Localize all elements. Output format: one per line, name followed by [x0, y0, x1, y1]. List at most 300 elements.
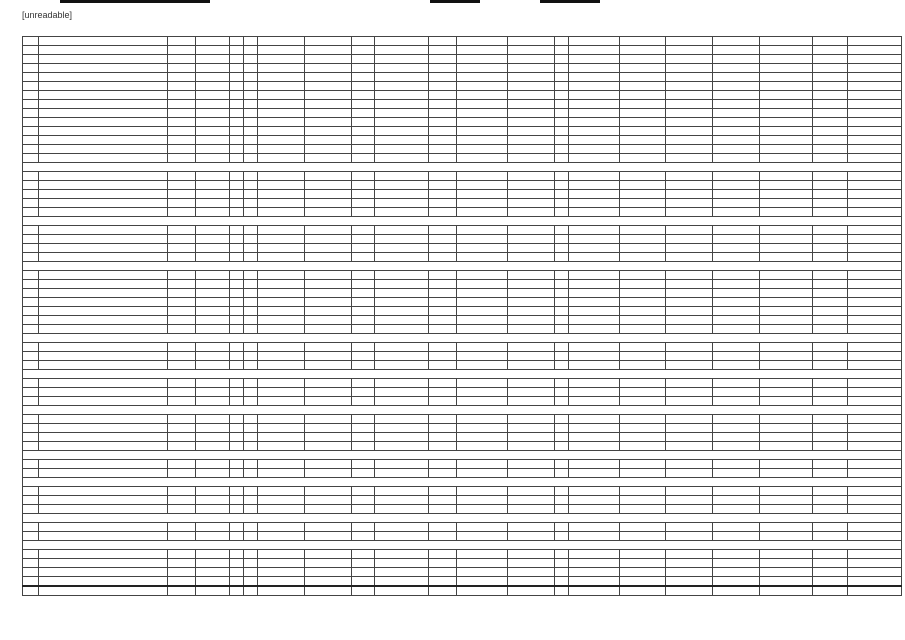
table-cell: [759, 289, 813, 298]
table-cell: [375, 415, 429, 424]
table-cell: [23, 316, 39, 325]
table-cell: [619, 55, 666, 64]
table-cell: [23, 460, 39, 469]
table-cell: [305, 442, 352, 451]
table-cell: [848, 307, 902, 316]
table-cell: [759, 253, 813, 262]
table-cell: [848, 280, 902, 289]
table-cell: [619, 469, 666, 478]
table-cell: [666, 532, 713, 541]
table-cell: [258, 136, 305, 145]
table-cell: [848, 586, 902, 596]
table-cell: [813, 505, 848, 514]
table-cell: [230, 496, 244, 505]
table-cell: [23, 325, 39, 334]
table-cell: [568, 127, 619, 136]
table-cell: [666, 82, 713, 91]
table-cell: [568, 199, 619, 208]
table-cell: [813, 388, 848, 397]
table-row: [23, 487, 902, 496]
table-cell: [351, 109, 374, 118]
table-cell: [39, 253, 167, 262]
table-cell: [244, 433, 258, 442]
table-cell: [848, 550, 902, 559]
table-cell: [759, 136, 813, 145]
table-cell: [167, 307, 195, 316]
table-cell: [568, 280, 619, 289]
table-cell: [619, 136, 666, 145]
table-cell: [813, 361, 848, 370]
table-cell: [230, 244, 244, 253]
table-cell: [456, 118, 507, 127]
section-row: [23, 541, 902, 550]
table-cell: [619, 388, 666, 397]
table-cell: [195, 496, 230, 505]
table-cell: [167, 298, 195, 307]
table-cell: [507, 289, 554, 298]
table-row: [23, 586, 902, 596]
table-cell: [39, 442, 167, 451]
table-cell: [39, 37, 167, 46]
table-cell: [244, 442, 258, 451]
table-row: [23, 433, 902, 442]
table-row: [23, 73, 902, 82]
table-cell: [456, 136, 507, 145]
table-cell: [258, 568, 305, 577]
table-cell: [428, 460, 456, 469]
table-cell: [351, 460, 374, 469]
table-cell: [375, 496, 429, 505]
table-cell: [167, 136, 195, 145]
table-cell: [848, 415, 902, 424]
table-cell: [305, 127, 352, 136]
table-cell: [39, 325, 167, 334]
table-cell: [428, 352, 456, 361]
table-cell: [666, 523, 713, 532]
table-cell: [456, 298, 507, 307]
table-cell: [813, 136, 848, 145]
table-cell: [39, 100, 167, 109]
table-row: [23, 298, 902, 307]
table-cell: [666, 55, 713, 64]
table-cell: [23, 181, 39, 190]
table-cell: [305, 289, 352, 298]
table-cell: [554, 316, 568, 325]
table-cell: [375, 253, 429, 262]
table-cell: [713, 415, 760, 424]
table-cell: [619, 127, 666, 136]
table-cell: [554, 550, 568, 559]
table-cell: [619, 424, 666, 433]
table-cell: [554, 199, 568, 208]
table-cell: [375, 82, 429, 91]
table-cell: [167, 37, 195, 46]
table-cell: [666, 496, 713, 505]
table-row: [23, 523, 902, 532]
table-cell: [713, 559, 760, 568]
table-cell: [713, 433, 760, 442]
table-cell: [230, 226, 244, 235]
table-cell: [813, 442, 848, 451]
table-cell: [713, 181, 760, 190]
table-cell: [258, 199, 305, 208]
table-cell: [554, 532, 568, 541]
table-row: [23, 46, 902, 55]
table-cell: [195, 82, 230, 91]
table-cell: [666, 550, 713, 559]
table-cell: [351, 298, 374, 307]
table-cell: [713, 397, 760, 406]
table-cell: [813, 235, 848, 244]
table-cell: [195, 352, 230, 361]
table-cell: [848, 127, 902, 136]
table-cell: [167, 235, 195, 244]
table-cell: [258, 55, 305, 64]
table-cell: [759, 325, 813, 334]
table-cell: [428, 226, 456, 235]
table-cell: [244, 532, 258, 541]
table-cell: [244, 325, 258, 334]
table-cell: [351, 118, 374, 127]
table-cell: [375, 460, 429, 469]
table-cell: [428, 505, 456, 514]
table-cell: [713, 505, 760, 514]
table-cell: [305, 172, 352, 181]
table-cell: [554, 109, 568, 118]
table-cell: [244, 136, 258, 145]
section-row: [23, 370, 902, 379]
table-cell: [305, 469, 352, 478]
table-cell: [167, 316, 195, 325]
table-cell: [375, 100, 429, 109]
table-cell: [230, 523, 244, 532]
table-cell: [23, 100, 39, 109]
table-cell: [554, 226, 568, 235]
table-cell: [507, 550, 554, 559]
table-cell: [23, 118, 39, 127]
table-cell: [848, 442, 902, 451]
table-cell: [568, 253, 619, 262]
table-cell: [848, 388, 902, 397]
table-cell: [305, 37, 352, 46]
table-cell: [666, 190, 713, 199]
table-cell: [23, 280, 39, 289]
table-cell: [666, 127, 713, 136]
table-cell: [713, 586, 760, 596]
table-cell: [258, 253, 305, 262]
table-cell: [848, 379, 902, 388]
table-cell: [230, 487, 244, 496]
table-cell: [375, 433, 429, 442]
table-cell: [848, 145, 902, 154]
table-cell: [848, 100, 902, 109]
table-cell: [244, 253, 258, 262]
table-cell: [759, 154, 813, 163]
table-cell: [195, 253, 230, 262]
table-cell: [507, 568, 554, 577]
table-cell: [244, 37, 258, 46]
table-cell: [666, 424, 713, 433]
table-cell: [230, 100, 244, 109]
table-cell: [619, 46, 666, 55]
table-cell: [375, 523, 429, 532]
table-cell: [195, 109, 230, 118]
table-cell: [230, 235, 244, 244]
table-cell: [456, 307, 507, 316]
table-cell: [195, 487, 230, 496]
table-cell: [39, 91, 167, 100]
table-cell: [258, 91, 305, 100]
section-row: [23, 163, 902, 172]
table-cell: [167, 109, 195, 118]
table-cell: [23, 379, 39, 388]
table-cell: [39, 73, 167, 82]
table-cell: [23, 82, 39, 91]
table-cell: [813, 280, 848, 289]
table-cell: [813, 46, 848, 55]
table-cell: [195, 46, 230, 55]
table-cell: [813, 352, 848, 361]
table-cell: [456, 568, 507, 577]
table-row: [23, 361, 902, 370]
table-cell: [848, 496, 902, 505]
table-cell: [666, 136, 713, 145]
table-cell: [759, 397, 813, 406]
table-cell: [666, 46, 713, 55]
table-cell: [23, 550, 39, 559]
table-cell: [759, 172, 813, 181]
table-row: [23, 307, 902, 316]
table-cell: [258, 127, 305, 136]
table-cell: [619, 559, 666, 568]
table-cell: [713, 388, 760, 397]
table-cell: [759, 586, 813, 596]
table-cell: [848, 469, 902, 478]
table-cell: [351, 388, 374, 397]
table-row: [23, 154, 902, 163]
table-cell: [39, 433, 167, 442]
table-cell: [759, 82, 813, 91]
table-cell: [554, 586, 568, 596]
table-cell: [456, 352, 507, 361]
table-cell: [813, 37, 848, 46]
table-cell: [456, 55, 507, 64]
table-cell: [813, 559, 848, 568]
table-cell: [568, 343, 619, 352]
section-row: [23, 262, 902, 271]
table-cell: [375, 154, 429, 163]
table-cell: [759, 190, 813, 199]
table-cell: [428, 397, 456, 406]
table-cell: [428, 244, 456, 253]
table-cell: [813, 91, 848, 100]
table-cell: [666, 100, 713, 109]
table-cell: [713, 550, 760, 559]
table-cell: [713, 244, 760, 253]
table-cell: [167, 226, 195, 235]
table-cell: [713, 190, 760, 199]
table-cell: [456, 154, 507, 163]
table-cell: [848, 289, 902, 298]
table-cell: [351, 244, 374, 253]
table-cell: [167, 73, 195, 82]
table-cell: [813, 64, 848, 73]
table-cell: [23, 109, 39, 118]
table-cell: [167, 91, 195, 100]
table-cell: [568, 73, 619, 82]
table-cell: [23, 55, 39, 64]
table-cell: [554, 361, 568, 370]
table-cell: [167, 442, 195, 451]
table-cell: [507, 55, 554, 64]
table-cell: [666, 577, 713, 587]
table-cell: [230, 298, 244, 307]
table-row: [23, 217, 902, 226]
table-cell: [305, 559, 352, 568]
table-cell: [195, 172, 230, 181]
table-cell: [428, 316, 456, 325]
table-cell: [167, 190, 195, 199]
table-cell: [568, 442, 619, 451]
table-cell: [507, 397, 554, 406]
table-cell: [305, 145, 352, 154]
table-cell: [167, 460, 195, 469]
table-cell: [456, 226, 507, 235]
table-cell: [244, 307, 258, 316]
table-cell: [456, 460, 507, 469]
table-cell: [713, 280, 760, 289]
table-row: [23, 37, 902, 46]
table-row: [23, 271, 902, 280]
table-cell: [759, 244, 813, 253]
table-cell: [568, 487, 619, 496]
table-cell: [258, 442, 305, 451]
table-cell: [195, 64, 230, 73]
table-cell: [230, 64, 244, 73]
table-cell: [554, 244, 568, 253]
table-cell: [666, 469, 713, 478]
table-cell: [258, 64, 305, 73]
table-cell: [375, 91, 429, 100]
table-cell: [195, 136, 230, 145]
table-cell: [305, 550, 352, 559]
table-cell: [351, 127, 374, 136]
table-cell: [167, 379, 195, 388]
table-cell: [456, 505, 507, 514]
table-cell: [375, 46, 429, 55]
table-cell: [195, 145, 230, 154]
table-cell: [167, 118, 195, 127]
table-cell: [619, 37, 666, 46]
table-cell: [167, 172, 195, 181]
table-cell: [813, 145, 848, 154]
table-cell: [759, 442, 813, 451]
scan-edge-mark: [430, 0, 480, 3]
table-cell: [759, 496, 813, 505]
table-cell: [813, 244, 848, 253]
table-cell: [244, 568, 258, 577]
table-cell: [568, 145, 619, 154]
table-cell: [666, 64, 713, 73]
table-cell: [713, 226, 760, 235]
table-cell: [568, 325, 619, 334]
table-cell: [305, 325, 352, 334]
table-cell: [813, 415, 848, 424]
table-cell: [351, 496, 374, 505]
table-cell: [813, 487, 848, 496]
table-cell: [244, 469, 258, 478]
table-cell: [167, 208, 195, 217]
table-cell: [351, 154, 374, 163]
table-cell: [759, 307, 813, 316]
table-cell: [813, 496, 848, 505]
table-cell: [554, 64, 568, 73]
table-cell: [619, 361, 666, 370]
table-cell: [568, 91, 619, 100]
table-cell: [554, 100, 568, 109]
table-cell: [351, 316, 374, 325]
table-cell: [619, 244, 666, 253]
table-cell: [619, 199, 666, 208]
table-cell: [230, 190, 244, 199]
table-cell: [554, 181, 568, 190]
table-cell: [428, 190, 456, 199]
table-cell: [23, 496, 39, 505]
table-cell: [759, 352, 813, 361]
table-cell: [305, 298, 352, 307]
table-cell: [305, 73, 352, 82]
table-cell: [619, 397, 666, 406]
table-cell: [848, 271, 902, 280]
table-cell: [619, 568, 666, 577]
table-cell: [568, 379, 619, 388]
table-cell: [230, 379, 244, 388]
table-cell: [568, 361, 619, 370]
table-cell: [258, 415, 305, 424]
table-cell: [258, 109, 305, 118]
table-cell: [167, 280, 195, 289]
table-cell: [230, 442, 244, 451]
table-cell: [167, 532, 195, 541]
table-cell: [351, 280, 374, 289]
table-cell: [167, 568, 195, 577]
table-row: [23, 127, 902, 136]
table-cell: [568, 424, 619, 433]
table-row: [23, 82, 902, 91]
table-cell: [619, 343, 666, 352]
table-cell: [39, 109, 167, 118]
table-cell: [554, 208, 568, 217]
table-cell: [230, 433, 244, 442]
table-cell: [23, 73, 39, 82]
table-cell: [619, 154, 666, 163]
table-row: [23, 343, 902, 352]
table-cell: [244, 226, 258, 235]
table-cell: [428, 424, 456, 433]
table-cell: [195, 379, 230, 388]
table-cell: [568, 532, 619, 541]
table-cell: [167, 559, 195, 568]
table-cell: [813, 109, 848, 118]
section-row: [23, 217, 902, 226]
table-cell: [195, 199, 230, 208]
table-cell: [305, 199, 352, 208]
table-cell: [554, 577, 568, 587]
table-cell: [428, 325, 456, 334]
table-cell: [813, 253, 848, 262]
table-cell: [23, 307, 39, 316]
table-row: [23, 451, 902, 460]
